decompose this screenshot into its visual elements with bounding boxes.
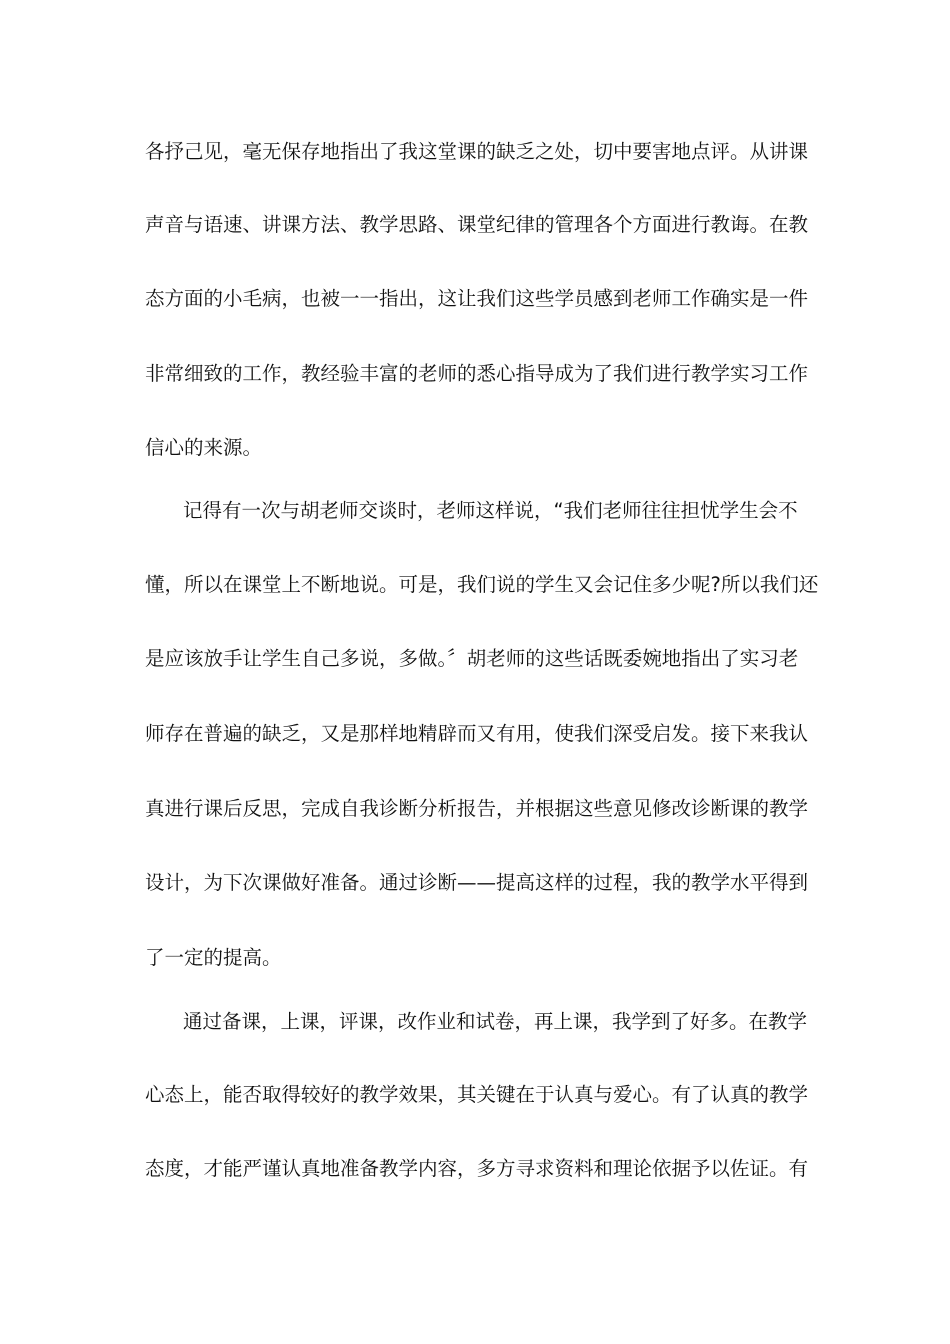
text-line: 声音与语速、讲课方法、教学思路、课堂纪律的管理各个方面进行教诲。在教 bbox=[145, 213, 809, 236]
text-line: 态方面的小毛病，也被一一指出，这让我们这些学员感到老师工作确实是一件 bbox=[145, 287, 809, 310]
text-line: 心态上，能否取得较好的教学效果，其关键在于认真与爱心。有了认真的教学 bbox=[145, 1083, 809, 1106]
text-line: 信心的来源。 bbox=[145, 436, 263, 459]
paragraph-first-line: 记得有一次与胡老师交谈时，老师这样说，“我们老师往往担忧学生会不 bbox=[183, 499, 798, 522]
text-line: 是应该放手让学生自己多说，多做。〞胡老师的这些话既委婉地指出了实习老 bbox=[145, 647, 799, 670]
text-line: 态度，才能严谨认真地准备教学内容，多方寻求资料和理论依据予以佐证。有 bbox=[145, 1157, 809, 1180]
text-line: 非常细致的工作，教经验丰富的老师的悉心指导成为了我们进行教学实习工作 bbox=[145, 362, 809, 385]
paragraph-first-line: 通过备课，上课，评课，改作业和试卷，再上课，我学到了好多。在教学 bbox=[183, 1010, 808, 1033]
text-line: 真进行课后反思，完成自我诊断分析报告，并根据这些意见修改诊断课的教学 bbox=[145, 797, 809, 820]
text-line: 懂，所以在课堂上不断地说。可是，我们说的学生又会记住多少呢?所以我们还 bbox=[145, 573, 819, 596]
text-line: 各抒己见，毫无保存地指出了我这堂课的缺乏之处，切中要害地点评。从讲课 bbox=[145, 140, 809, 163]
text-line: 设计，为下次课做好准备。通过诊断——提高这样的过程，我的教学水平得到 bbox=[145, 871, 809, 894]
text-line: 师存在普遍的缺乏，又是那样地精辟而又有用，使我们深受启发。接下来我认 bbox=[145, 722, 809, 745]
text-line: 了一定的提高。 bbox=[145, 946, 282, 969]
